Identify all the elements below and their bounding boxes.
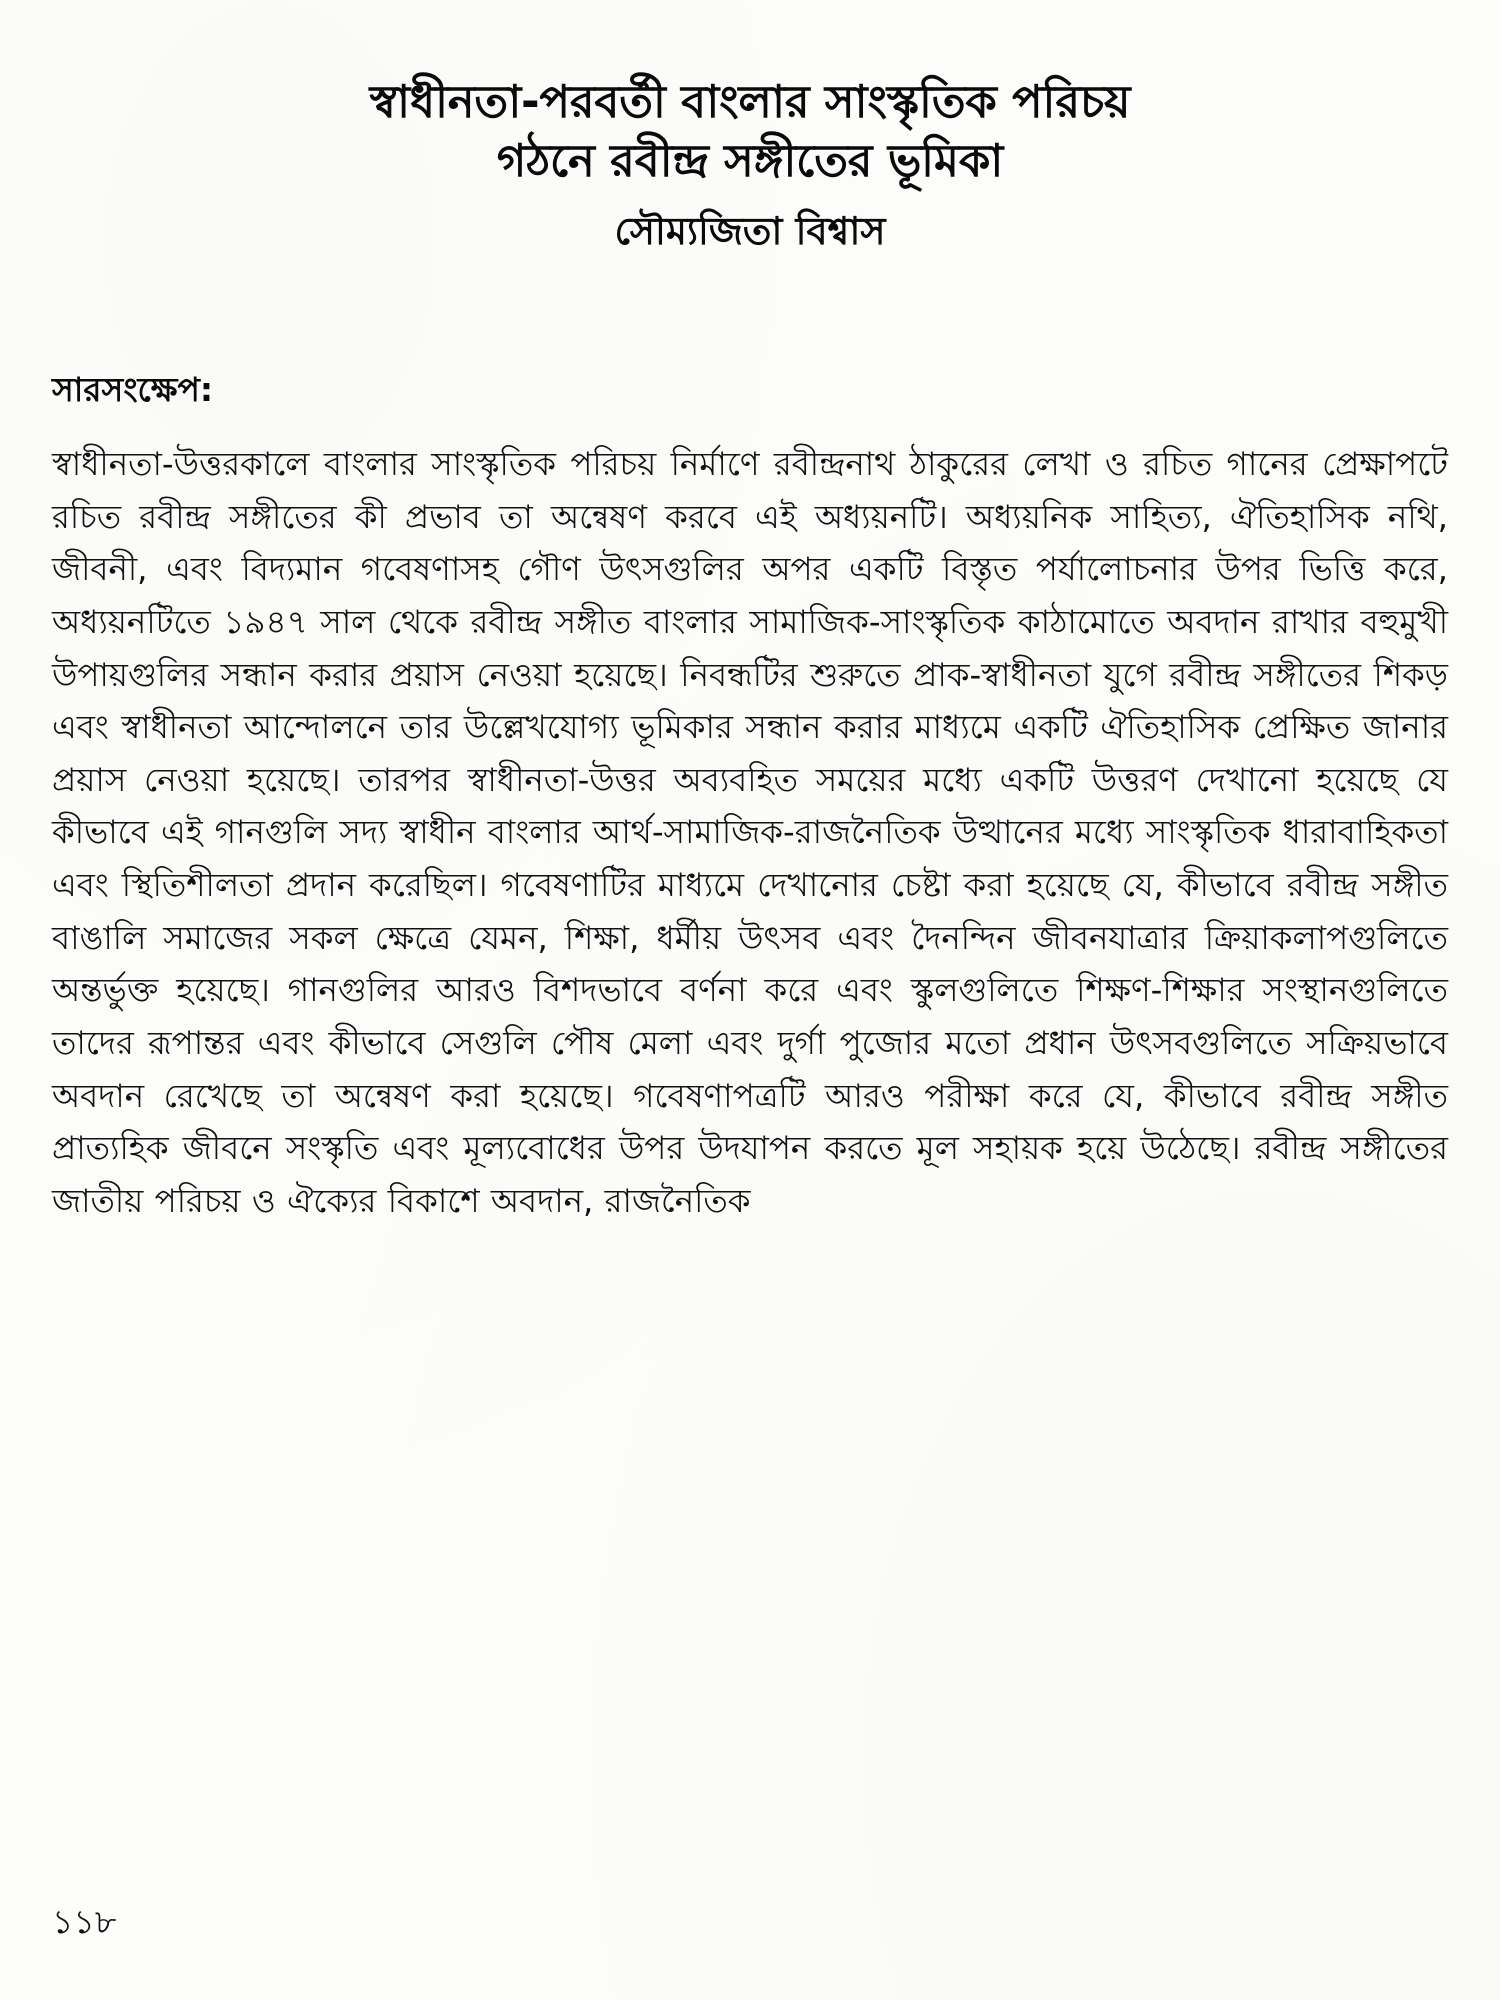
page-content [52,72,1448,2000]
title-block [52,72,1448,258]
abstract-heading: সারসংক্ষেপ: [52,369,214,409]
author-name: সৌম্যজিতা বিশ্বাস [614,208,886,253]
title-line-2: গঠনে রবীন্দ্র সঙ্গীতের ভূমিকা [496,134,1004,188]
abstract-paragraph: স্বাধীনতা-উত্তরকালে বাংলার সাংস্কৃতিক পরিচয় নির্মাণে রবীন্দ্রনাথ ঠাকুরের লেখা ও রচিত গানের প্রেক্ষাপটে রচিত রবীন্দ্র সঙ্গীতের কী প্রভাব তা অন্বেষণ করবে এই অধ্যয়নটি। অধ্যয়নিক সাহিত্য, ঐতিহাসিক নথি, জীবনী, এবং বিদ্যমান গবেষণাসহ গৌণ উৎসগুলির অপর একটি বিস্তৃত পর্যালোচনার উপর ভিত্তি করে, অধ্যয়নটিতে ১৯৪৭ সাল থেকে রবীন্দ্র সঙ্গীত বাংলার সামাজিক-সাংস্কৃতিক কাঠামোতে অবদান রাখার বহুমুখী উপায়গুলির সন্ধান করার প্রয়াস নেওয়া হয়েছে। নিবন্ধটির শুরুতে প্রাক-স্বাধীনতা যুগে রবীন্দ্র সঙ্গীতের শিকড় এবং স্বাধীনতা আন্দোলনে তার উল্লেখযোগ্য ভূমিকার সন্ধান করার মাধ্যমে একটি ঐতিহাসিক প্রেক্ষিত জানার প্রয়াস নেওয়া হয়েছে। তারপর স্বাধীনতা-উত্তর অব্যবহিত সময়ের মধ্যে একটি উত্তরণ দেখানো হয়েছে যে কীভাবে এই গানগুলি সদ্য স্বাধীন বাংলার আর্থ-সামাজিক-রাজনৈতিক উত্থানের মধ্যে সাংস্কৃতিক ধারাবাহিকতা এবং স্থিতিশীলতা প্রদান করেছিল। গবেষণাটির মাধ্যমে দেখানোর চেষ্টা করা হয়েছে যে, কীভাবে রবীন্দ্র সঙ্গীত বাঙালি সমাজের সকল ক্ষেত্রে যেমন, শিক্ষা, ধর্মীয় উৎসব এবং দৈনন্দিন জীবনযাত্রার ক্রিয়াকলাপগুলিতে অন্তর্ভুক্ত হয়েছে। গানগুলির আরও বিশদভাবে বর্ণনা করে এবং স্কুলগুলিতে শিক্ষণ-শিক্ষার সংস্থানগুলিতে তাদের রূপান্তর এবং কীভাবে সেগুলি পৌষ মেলা এবং দুর্গা পুজোর মতো প্রধান উৎসবগুলিতে সক্রিয়ভাবে অবদান রেখেছে তা অন্বেষণ করা হয়েছে। গবেষণাপত্রটি আরও পরীক্ষা করে যে, কীভাবে রবীন্দ্র সঙ্গীত প্রাত্যহিক জীবনে সংস্কৃতি এবং মূল্যবোধের উপর উদযাপন করতে মূল সহায়ক হয়ে উঠেছে। রবীন্দ্র সঙ্গীতের জাতীয় পরিচয় ও ঐক্যের বিকাশে অবদান, রাজনৈতিক [52,444,1448,1220]
title-line-1: স্বাধীনতা-পরবর্তী বাংলার সাংস্কৃতিক পরিচয় [369,75,1131,128]
page-number: ১১৮ [52,1902,117,1941]
page-title [92,72,1408,191]
